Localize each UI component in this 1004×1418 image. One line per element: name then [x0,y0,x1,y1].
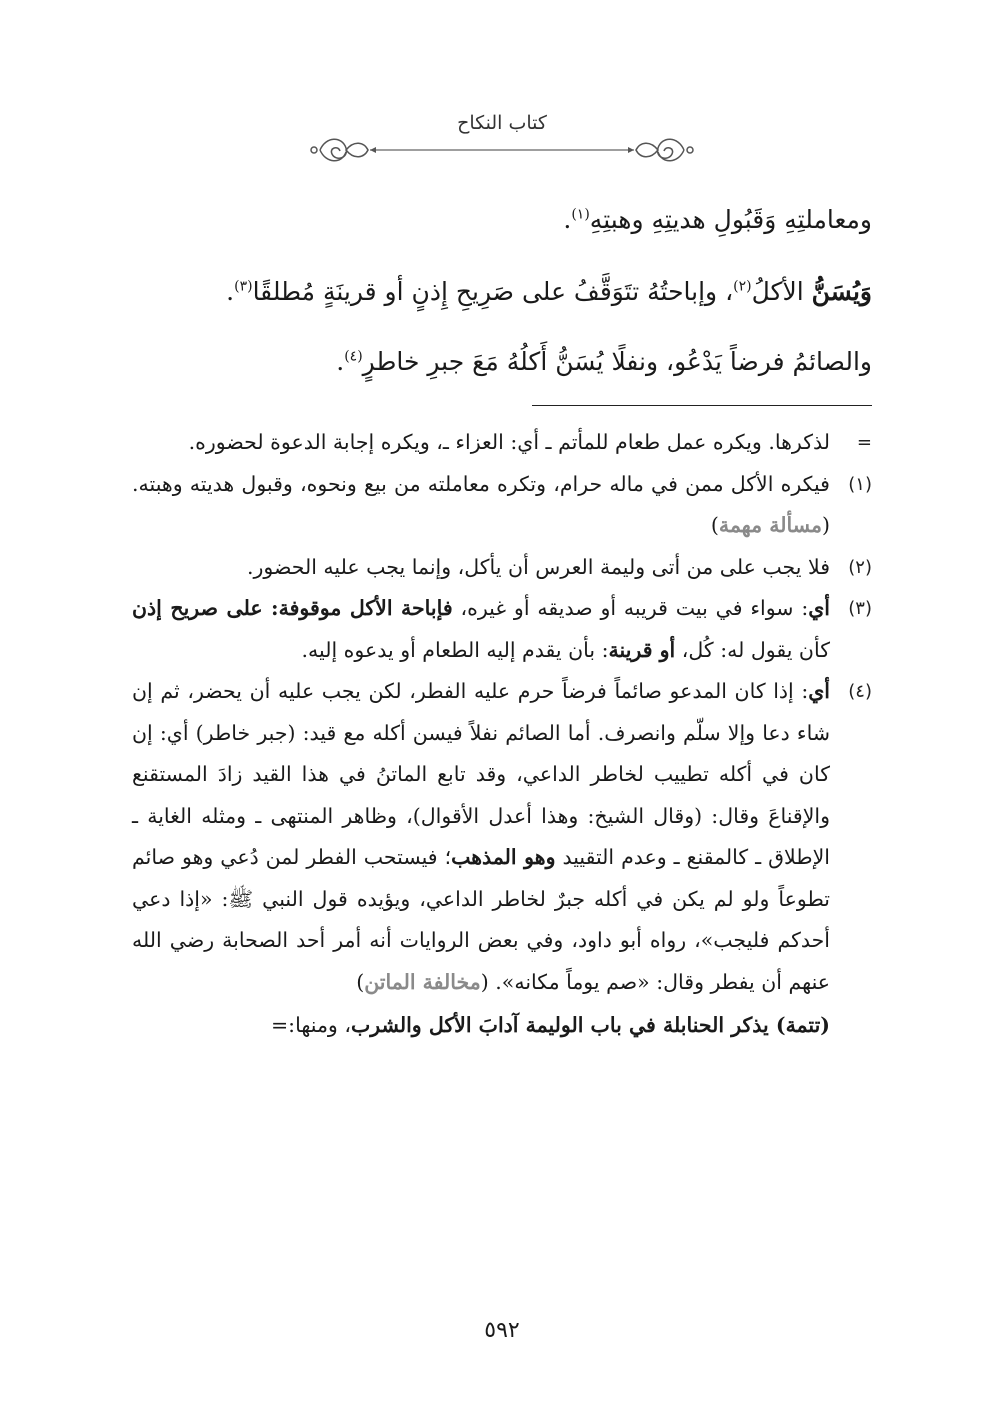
footnote-note-tag: مسألة مهمة [718,513,822,537]
footnote-segment: ) [356,969,365,994]
footnote [132,547,872,589]
footnotes [132,422,872,1047]
footnote-number: = [856,432,872,453]
footnote-segment: ) [710,513,719,537]
footnote-text [132,464,830,547]
footnote-divider [532,405,872,406]
header-ornament-icon [300,130,704,170]
footnote-number: (٣) [848,598,872,619]
footnote-text [132,588,830,671]
footnote [132,671,872,1003]
footnote-ref-1[interactable]: (١) [571,206,590,223]
main-line-2: وَيُسَنُّ الأكلُ$^{(٢)}$، وإباحتُهُ تتَوَقَّفُ على صَرِيحِ إِذنٍ أو قرينَةٍ مُطلقًا$^{(٣)}$. [226,277,872,306]
main-line-3: والصائمُ فرضاً يَدْعُو، ونفلًا يُسَنُّ أَكلُهُ مَعَ جبرِ خاطرٍ$^{(٤)}$. [336,347,872,376]
footnote [132,588,872,671]
footnote-ref-3[interactable]: (٣) [234,278,253,295]
footnote-segment: وهو المذهب [451,845,556,869]
continuation-bold: (تتمة) يذكر الحنابلة في باب الوليمة آدابَ الأكل والشرب [350,1013,830,1037]
footnote-text [132,671,830,1003]
footnote [132,464,872,547]
footnote-segment: فيكره الأكل ممن في ماله حرام، وتكره معاملته من بيع ونحوه، وقبول هديته وهبته. ( [132,471,830,537]
footnote-segment: أو قرينة [608,637,676,662]
footnote-segment: : بأن يقدم إليه الطعام أو يدعوه إليه. [301,637,609,662]
footnote-segment: أي [808,596,830,620]
footnote-text [132,547,830,589]
footnote-number: (٤) [848,681,872,702]
main-line-1: ومعاملتِهِ وَقَبُولِ هديتِهِ وهبتِهِ$^{(١)}$. [563,205,872,234]
running-title: كتاب النكاح [457,112,547,134]
footnote-segment: فإباحة الأكل موقوفة: على صريح إذن [132,596,453,620]
footnote-segment: : سواء في بيت قريبه أو صديقه أو غيره، [452,596,809,620]
footnote-segment: : إذا كان المدعو صائماً فرضاً حرم عليه الفطر، لكن يجب عليه أن يحضر، ثم إن شاء دعا وإلا سلّم وانصرف. أما الصائم نفلاً فيسن أكله مع قيد: (جبر خاطر) أي: إن كان في أكله تطييب لخاطر الداعي، وقد تابع الماتنُ في هذا القيد زادَ المستقنع والإقناعَ وقال: (وقال الشيخ: وهذا أعدل الأقوال)، وظاهر المنتهى ـ ومثله الغاية ـ الإطلاق ـ كالمقنع ـ وعدم التقييد [132,679,830,869]
footnote-note-tag: مخالفة الماتن [364,969,481,994]
footnote-segment: أي [808,679,830,703]
footnote-text [132,422,830,464]
footnote-continuation [132,1005,872,1047]
continuation-plain: ، ومنها:= [270,1013,351,1037]
footnote-segment: كأن يقول له: كُل، [675,637,830,662]
footnote-ref-2[interactable]: (٢) [733,278,752,295]
footnote-number: (٢) [848,556,872,578]
footnote-segment: ؛ فيستحب الفطر لمن دُعي وهو صائم تطوعاً ولو لم يكن في أكله جبرٌ لخاطر الداعي، ويؤيده قول النبي ﷺ: «إذا دعي أحدكم فليجب»، رواه أبو داود، وفي بعض الروايات أنه أمر أحد الصحابة رضي الله عنهم أن يفطر وقال: «صم يوماً مكانه». ( [132,845,830,994]
footnote-segment: فلا يجب على من أتى وليمة العرس أن يأكل، وإنما يجب عليه الحضور. [246,554,830,579]
footnote-segment: لذكرها. ويكره عمل طعام للمأتم ـ أي: العزاء ـ، ويكره إجابة الدعوة لحضوره. [188,430,830,454]
page-number: ٥٩٢ [484,1318,520,1343]
footnote [132,422,872,464]
footnote-ref-4[interactable]: (٤) [344,348,363,365]
footnote-number: (١) [848,473,872,495]
